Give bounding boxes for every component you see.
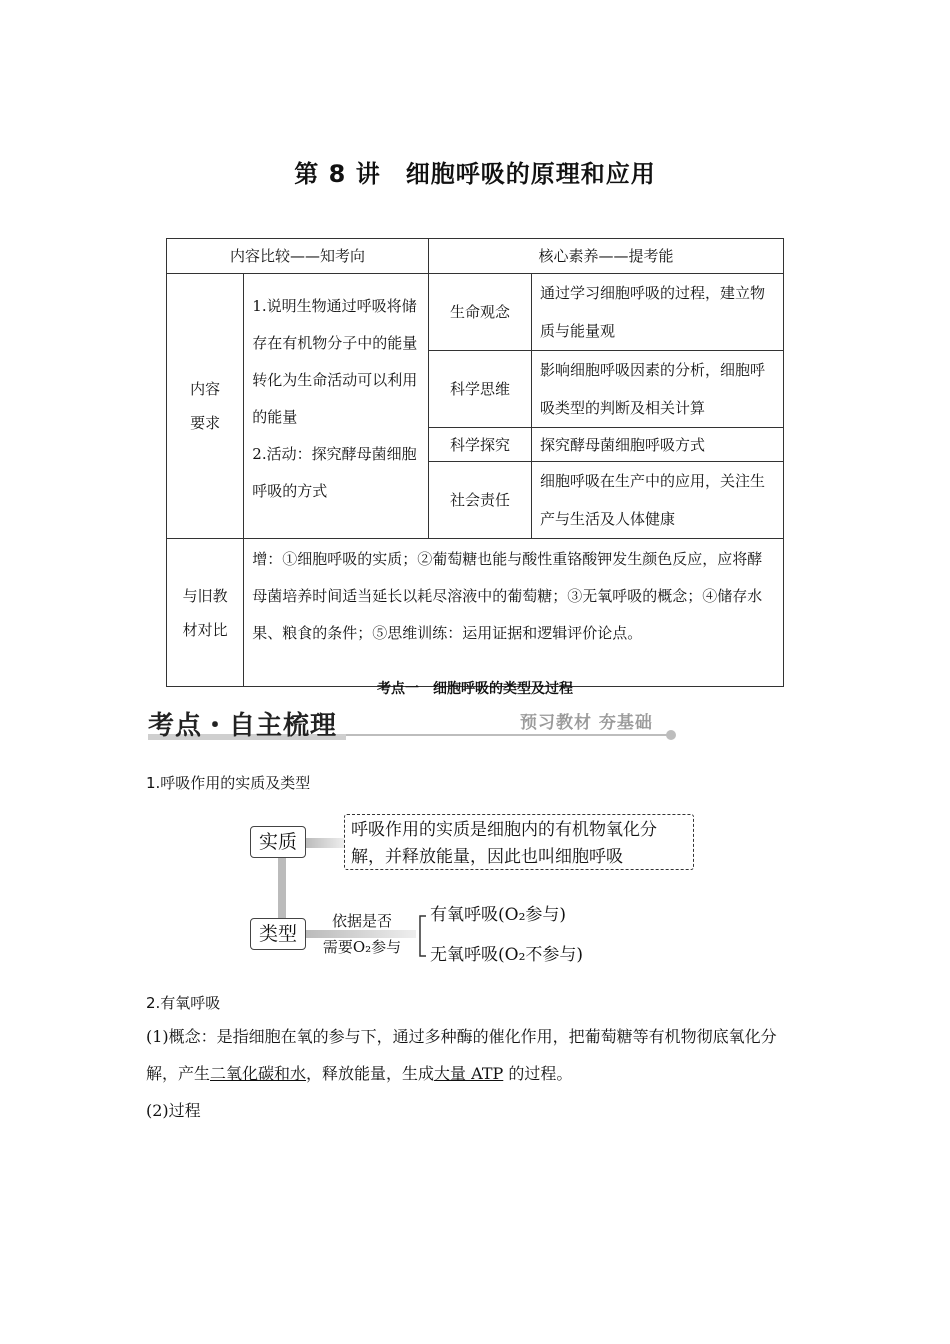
criterion-line-1: 依据是否 — [331, 912, 392, 930]
vertical-link — [278, 858, 286, 920]
aerobic-label: 有氧呼吸(O₂参与) — [430, 905, 567, 925]
respiration-diagram — [248, 808, 708, 978]
compare-text: 增：①细胞呼吸的实质；②葡萄糖也能与酸性重铬酸钾发生颜色反应，应将酵母菌培养时间适当延长以耗尽溶液中的葡萄糖；③无氧呼吸的概念；④储存水果、粮食的条件；⑤思维训练：运用证据和逻辑评价论点。 — [244, 539, 784, 687]
criterion-line-2: 需要O₂参与 — [322, 938, 402, 956]
core-text: 影响细胞呼吸因素的分析，细胞呼吸类型的判断及相关计算 — [532, 351, 784, 428]
req-content: 1.说明生物通过呼吸将储存在有机物分子中的能量转化为生命活动可以利用的能量 2.活动：探究酵母菌细胞呼吸的方式 — [244, 274, 429, 539]
concept-prefix: (1)概念：是指细胞在氧的参与下，通过多种酶的催化作用，把葡萄糖等有机物彻底氧化分解，产生 — [146, 1027, 777, 1083]
process-heading: (2)过程 — [146, 1101, 201, 1120]
type-box: 类型 — [250, 918, 306, 950]
essence-arrow — [306, 838, 344, 848]
req-label: 内容 要求 — [167, 274, 244, 539]
concept-underline-1: 二氧化碳和水 — [210, 1064, 307, 1083]
concept-mid: ，释放能量，生成 — [306, 1064, 435, 1083]
section-heading-2: 2.有氧呼吸 — [146, 994, 221, 1012]
banner-subtitle: 预习教材 夯基础 — [520, 713, 653, 733]
banner-dot-icon — [666, 730, 676, 740]
section-subtitle: 考点一 细胞呼吸的类型及过程 — [377, 681, 573, 697]
compare-label: 与旧教 材对比 — [167, 539, 244, 687]
section-heading-1: 1.呼吸作用的实质及类型 — [146, 774, 311, 792]
essence-box: 实质 — [250, 826, 306, 858]
table-row — [167, 539, 784, 687]
core-text: 细胞呼吸在生产中的应用，关注生产与生活及人体健康 — [532, 462, 784, 539]
bracket-icon — [420, 916, 426, 956]
core-name: 科学探究 — [429, 428, 532, 462]
essence-text: 呼吸作用的实质是细胞内的有机物氧化分解，并释放能量，因此也叫细胞呼吸 — [344, 814, 694, 870]
table-row — [167, 274, 784, 351]
banner-title: 考点・自主梳理 — [148, 711, 338, 741]
concept-paragraph — [146, 1018, 808, 1092]
requirements-table — [166, 238, 784, 687]
concept-underline-2: 大量 ATP — [434, 1064, 504, 1083]
table-header-row — [167, 239, 784, 274]
core-name: 科学思维 — [429, 351, 532, 428]
section-banner — [148, 706, 678, 746]
core-name: 社会责任 — [429, 462, 532, 539]
page-title: 第 8 讲 细胞呼吸的原理和应用 — [294, 160, 656, 188]
banner-divider — [346, 734, 670, 736]
concept-end: 的过程。 — [503, 1064, 573, 1083]
core-text: 通过学习细胞呼吸的过程，建立物质与能量观 — [532, 274, 784, 351]
header-content-comparison: 内容比较——知考向 — [167, 239, 429, 274]
core-text: 探究酵母菌细胞呼吸方式 — [532, 428, 784, 462]
header-core-literacy: 核心素养——提考能 — [429, 239, 784, 274]
anaerobic-label: 无氧呼吸(O₂不参与) — [430, 945, 584, 965]
core-name: 生命观念 — [429, 274, 532, 351]
